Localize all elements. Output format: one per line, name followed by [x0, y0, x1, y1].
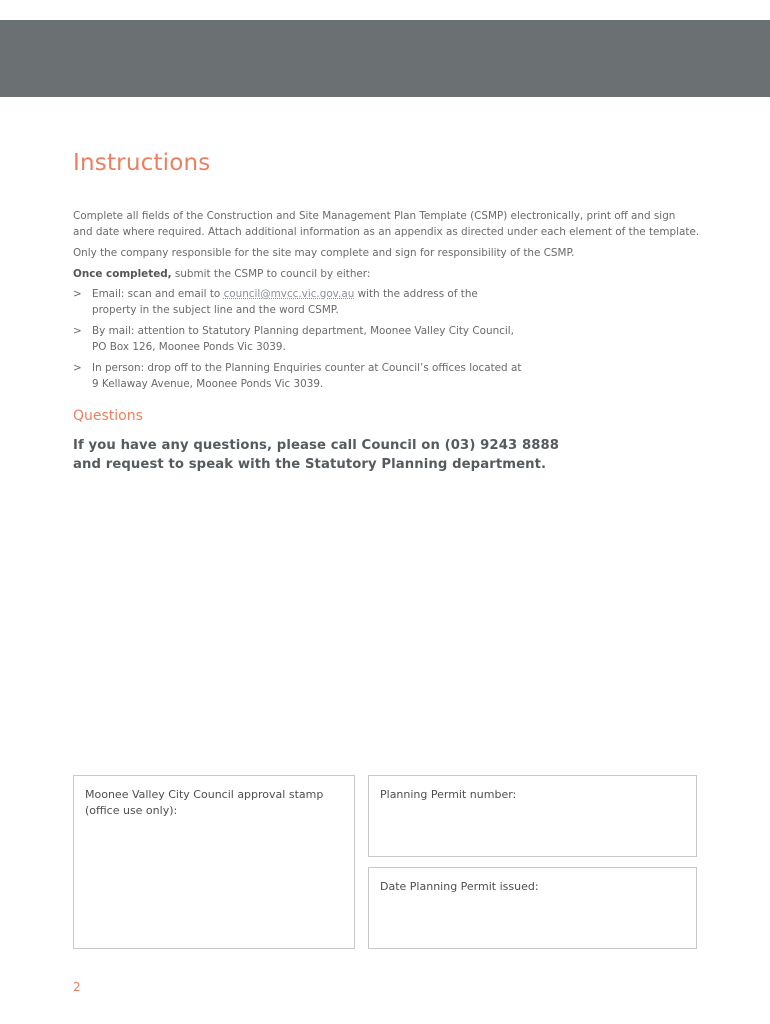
list-text: In person: drop off to the Planning Enquiries counter at Council’s offices located at: [92, 362, 522, 374]
paragraph-text: submit the CSMP to council by either:: [171, 268, 371, 280]
paragraph-line: and date where required. Attach additional information as an appendix as directed under each element of the template.: [73, 226, 700, 238]
paragraph-line: Complete all fields of the Construction and Site Management Plan Template (CSMP) electronically, print off and sign: [73, 210, 676, 222]
approval-stamp-box[interactable]: [73, 775, 355, 949]
list-item-mail: [73, 324, 543, 355]
instructions-paragraph-1: [73, 208, 703, 240]
planning-permit-date-label: Date Planning Permit issued:: [380, 880, 539, 893]
list-marker: >: [73, 288, 82, 300]
questions-line: and request to speak with the Statutory Planning department.: [73, 457, 547, 472]
emphasis-text: Once completed,: [73, 268, 172, 280]
planning-permit-number-field[interactable]: [368, 775, 697, 857]
list-text: Email: scan and email to: [92, 288, 224, 300]
council-email-link[interactable]: council@mvcc.vic.gov.au: [223, 288, 355, 300]
approval-stamp-label: [85, 787, 323, 819]
page-title: Instructions: [73, 150, 211, 176]
list-marker: >: [73, 362, 82, 374]
questions-text: [73, 436, 573, 474]
list-item-email: [73, 287, 543, 318]
label-line: (office use only):: [85, 804, 178, 817]
list-text: 9 Kellaway Avenue, Moonee Ponds Vic 3039.: [92, 377, 324, 390]
instructions-paragraph-2: Only the company responsible for the site may complete and sign for responsibility of the CSMP.: [73, 247, 575, 259]
header-band: [0, 20, 770, 97]
planning-permit-date-field[interactable]: [368, 867, 697, 949]
label-line: Moonee Valley City Council approval stamp: [85, 788, 324, 801]
page-number: 2: [73, 980, 81, 994]
list-item-in-person: [73, 361, 543, 392]
list-text: property in the subject line and the word CSMP.: [92, 303, 339, 316]
list-text: PO Box 126, Moonee Ponds Vic 3039.: [92, 340, 286, 353]
instructions-paragraph-3: [73, 266, 703, 282]
questions-heading: Questions: [73, 408, 143, 424]
list-text: with the address of the: [354, 288, 478, 300]
list-text: By mail: attention to Statutory Planning department, Moonee Valley City Council,: [92, 325, 514, 337]
list-marker: >: [73, 325, 82, 337]
submission-options-list: [73, 287, 543, 398]
planning-permit-number-label: Planning Permit number:: [380, 788, 517, 801]
questions-line: If you have any questions, please call Council on (03) 9243 8888: [73, 438, 560, 453]
